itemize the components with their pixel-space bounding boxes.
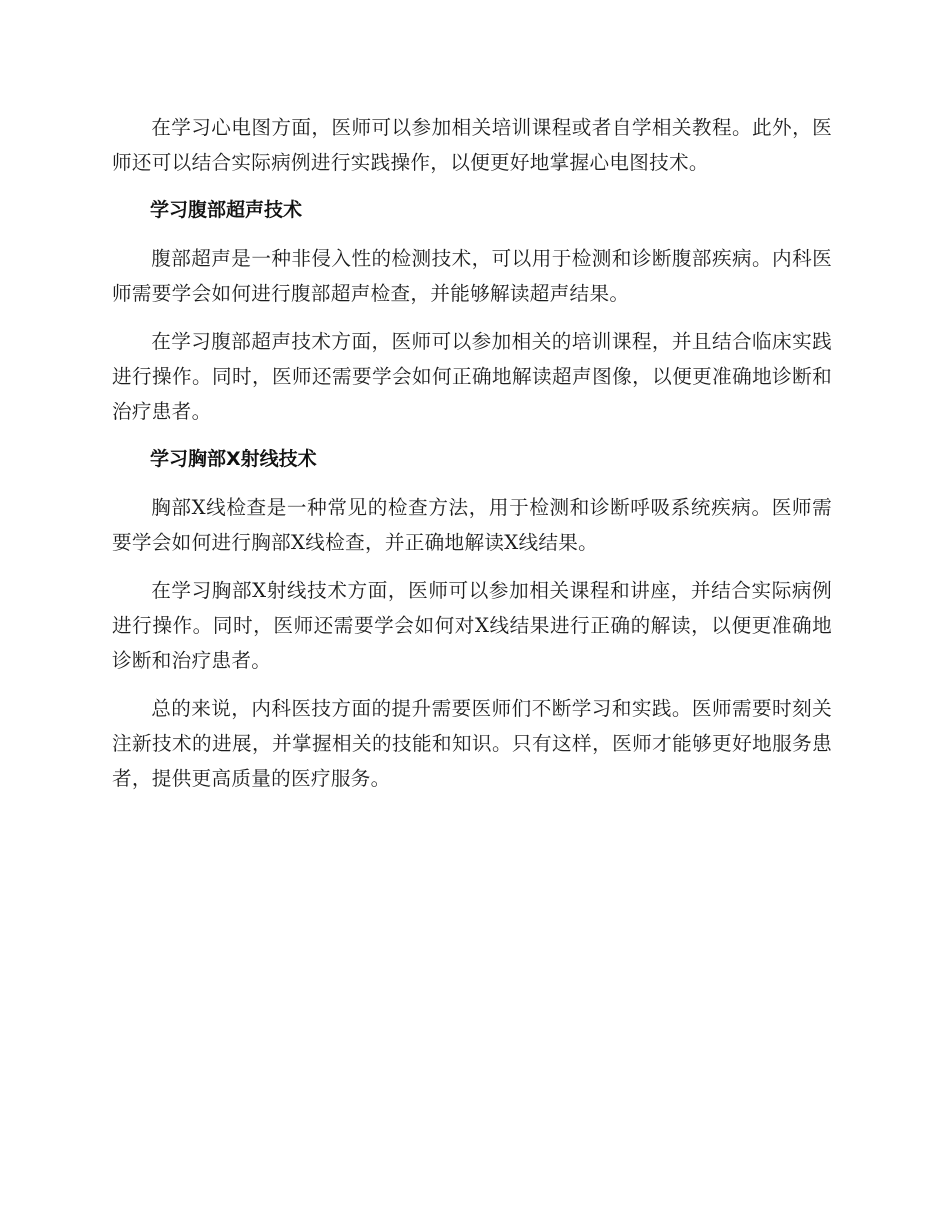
paragraph-ultrasound-intro: 腹部超声是一种非侵入性的检测技术，可以用于检测和诊断腹部疾病。内科医师需要学会如何进行腹部超声检查，并能够解读超声结果。 [112,247,832,305]
paragraph-summary: 总的来说，内科医技方面的提升需要医师们不断学习和实践。医师需要时刻关注新技术的进展，并掌握相关的技能和知识。只有这样，医师才能够更好地服务患者，提供更高质量的医疗服务。 [112,697,832,790]
paragraph-xray-intro: 胸部X线检查是一种常见的检查方法，用于检测和诊断呼吸系统疾病。医师需要学会如何进行胸部X线检查，并正确地解读X线结果。 [112,496,832,554]
document-body [112,110,832,809]
paragraph-ecg-learning: 在学习心电图方面，医师可以参加相关培训课程或者自学相关教程。此外，医师还可以结合实际病例进行实践操作，以便更好地掌握心电图技术。 [112,116,832,174]
section-heading-abdominal-ultrasound: 学习腹部超声技术 [150,199,303,221]
paragraph-xray-learning: 在学习胸部X射线技术方面，医师可以参加相关课程和讲座，并结合实际病例进行操作。同时，医师还需要学会如何对X线结果进行正确的解读，以便更准确地诊断和治疗患者。 [112,579,832,672]
section-heading-chest-xray: 学习胸部X射线技术 [150,448,317,470]
paragraph-ultrasound-learning: 在学习腹部超声技术方面，医师可以参加相关的培训课程，并且结合临床实践进行操作。同时，医师还需要学会如何正确地解读超声图像，以便更准确地诊断和治疗患者。 [112,330,832,423]
